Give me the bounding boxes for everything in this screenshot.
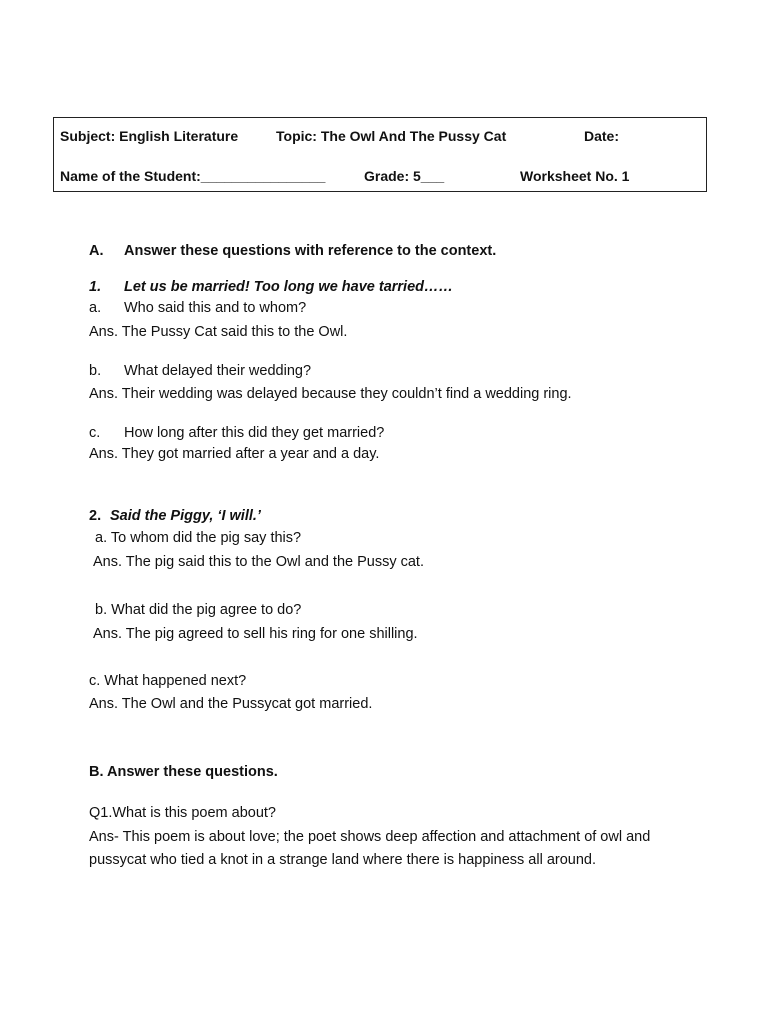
section-a-heading: Answer these questions with reference to the context.	[124, 243, 497, 259]
section-b-heading: B. Answer these questions.	[89, 764, 278, 780]
q2a-answer: Ans. The pig said this to the Owl and the Pussy cat.	[93, 554, 424, 570]
q2-quote: Said the Piggy, ‘I will.’	[110, 508, 261, 524]
worksheet-number: Worksheet No. 1	[520, 168, 630, 184]
q2a-question: a. To whom did the pig say this?	[95, 530, 302, 546]
q1b-question: What delayed their wedding?	[124, 363, 312, 379]
q1b-marker: b.	[89, 363, 102, 379]
q2b-question: b. What did the pig agree to do?	[95, 602, 302, 618]
q1b-answer: Ans. Their wedding was delayed because they couldn’t find a wedding ring.	[89, 386, 572, 402]
worksheet-header-box	[53, 117, 707, 192]
q1-quote: Let us be married! Too long we have tarried……	[124, 279, 453, 295]
q2-number: 2.	[89, 508, 102, 524]
q1a-question: Who said this and to whom?	[124, 300, 307, 316]
topic-label: Topic: The Owl And The Pussy Cat	[276, 128, 507, 144]
subject-label: Subject: English Literature	[60, 128, 239, 144]
q1-number: 1.	[89, 279, 102, 295]
q1c-question: How long after this did they get married?	[124, 425, 385, 441]
q2b-answer: Ans. The pig agreed to sell his ring for one shilling.	[93, 626, 418, 642]
b-q1-question: Q1.What is this poem about?	[89, 805, 276, 821]
q1a-marker: a.	[89, 300, 102, 316]
q2c-answer: Ans. The Owl and the Pussycat got married.	[89, 696, 373, 712]
b-q1-answer-line1: Ans- This poem is about love; the poet shows deep affection and attachment of owl and	[89, 829, 651, 845]
q2c-question: c. What happened next?	[89, 673, 247, 689]
q1a-answer: Ans. The Pussy Cat said this to the Owl.	[89, 324, 348, 340]
student-name-field: Name of the Student:________________	[60, 168, 326, 184]
b-q1-answer-line2: pussycat who tied a knot in a strange land where there is happiness all around.	[89, 852, 597, 868]
section-a-marker: A.	[89, 243, 104, 259]
grade-field: Grade: 5___	[364, 168, 445, 184]
q1c-marker: c.	[89, 425, 101, 441]
q1c-answer: Ans. They got married after a year and a day.	[89, 446, 380, 462]
date-label: Date:	[584, 128, 620, 144]
